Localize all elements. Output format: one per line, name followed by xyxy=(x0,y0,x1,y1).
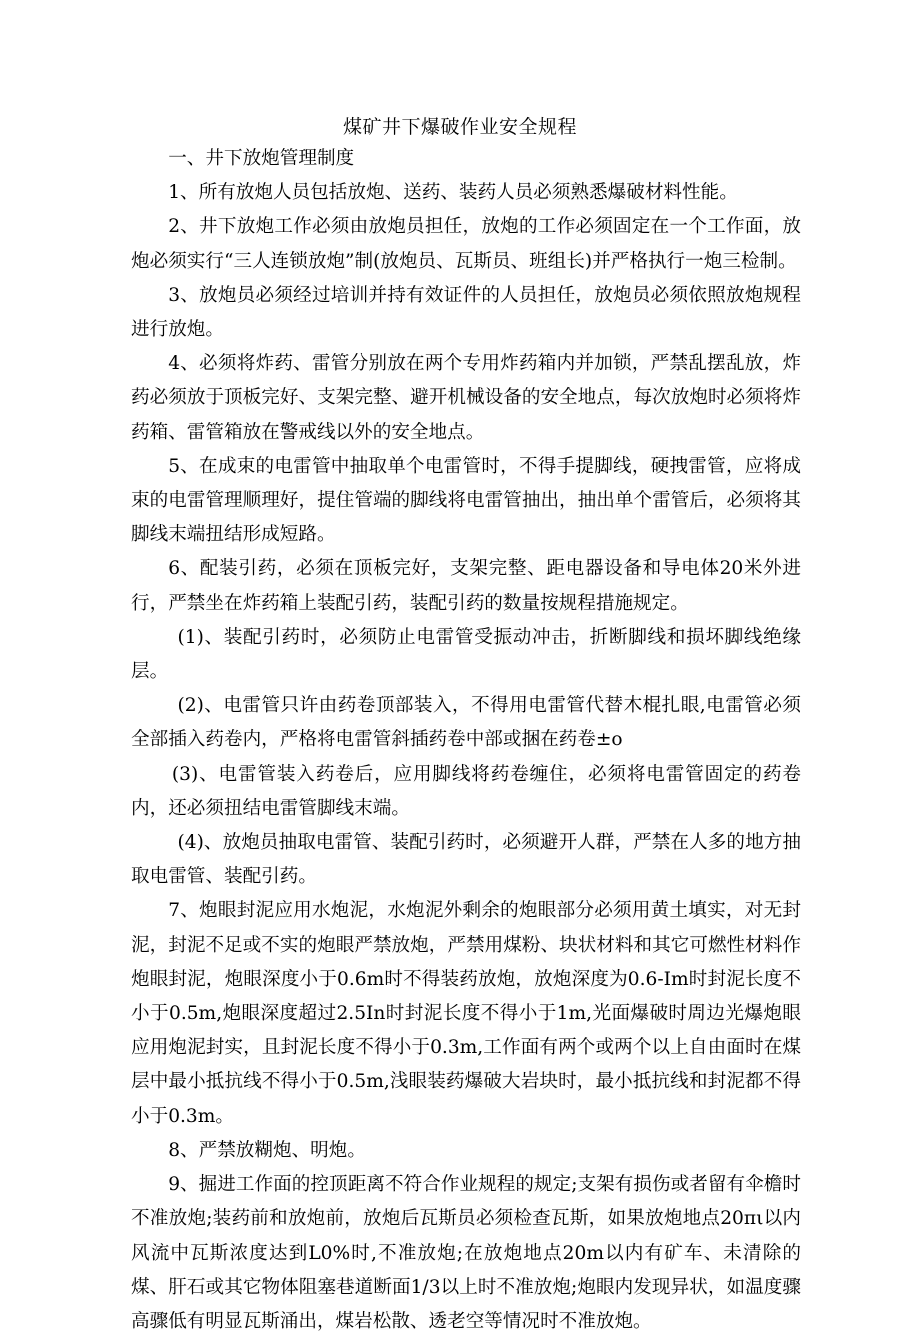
sub-paragraph-6-4: (4)、放炮员抽取电雷管、装配引药时，必须避开人群，严禁在人多的地方抽取电雷管、装配引药。 xyxy=(131,832,801,888)
paragraph-4: 4、必须将炸药、雷管分别放在两个专用炸药箱内并加锁，严禁乱摆乱放，炸药必须放于顶板完好、支架完整、避开机械设备的安全地点，每次放炮时必须将炸药箱、雷管箱放在警戒线以外的安全地点。 xyxy=(131,353,801,443)
paragraph-9: 9、掘进工作面的控顶距离不符合作业规程的规定;支架有损伤或者留有伞檐时不准放炮;装药前和放炮前，放炮后瓦斯员必须检查瓦斯，如果放炮地点20πι以内风流中瓦斯浓度达到L0%时,不准放炮;在放炮地点20m以内有矿车、未清除的煤、肝石或其它物体阻塞巷道断面1/3以上时不准放炮;炮眼内发现异状，如温度骤高骤低有明显瓦斯涌出，煤岩松散、透老空等情况时不准放炮。 xyxy=(131,1174,801,1332)
paragraph-3: 3、放炮员必须经过培训并持有效证件的人员担任，放炮员必须依照放炮规程进行放炮。 xyxy=(131,284,801,341)
paragraph-2: 2、井下放炮工作必须由放炮员担任，放炮的工作必须固定在一个工作面，放炮必须实行“三人连锁放炮”制(放炮员、瓦斯员、班组长)并严格执行一炮三检制。 xyxy=(131,216,801,272)
section-heading: 一、井下放炮管理制度 xyxy=(168,148,355,169)
paragraph-6: 6、配装引药，必须在顶板完好，支架完整、距电器设备和导电体20米外进行，严禁坐在炸药箱上装配引药，装配引药的数量按规程措施规定。 xyxy=(131,558,801,614)
sub-paragraph-6-3: (3)、电雷管装入药卷后，应用脚线将药卷缠住，必须将电雷管固定的药卷内，还必须扭结电雷管脚线末端。 xyxy=(131,763,801,819)
document-title: 煤矿井下爆破作业安全规程 xyxy=(342,116,577,138)
paragraph-5: 5、在成束的电雷管中抽取单个电雷管时，不得手提脚线，硬拽雷管，应将成束的电雷管理顺理好，提住管端的脚线将电雷管抽出，抽出单个雷管后，必须将其脚线末端扭结形成短路。 xyxy=(131,455,801,546)
paragraph-1: 1、所有放炮人员包括放炮、送药、装药人员必须熟悉爆破材料性能。 xyxy=(168,182,738,204)
sub-paragraph-6-2: (2)、电雷管只许由药卷顶部装入，不得用电雷管代替木棍扎眼,电雷管必须全部插入药卷内，严格将电雷管斜插药卷中部或捆在药卷±o xyxy=(131,695,801,751)
sub-paragraph-6-1: (1)、装配引药时，必须防止电雷管受振动冲击，折断脚线和损坏脚线绝缘层。 xyxy=(131,626,801,683)
paragraph-7: 7、炮眼封泥应用水炮泥，水炮泥外剩余的炮眼部分必须用黄土填实，对无封泥，封泥不足或不实的炮眼严禁放炮，严禁用煤粉、块状材料和其它可燃性材料作炮眼封泥，炮眼深度小于0.6m时不得装药放炮，放炮深度为0.6-Im时封泥长度不小于0.5m,炮眼深度超过2.5In时封泥长度不得小于1m,光面爆破时周边光爆炮眼应用炮泥封实，且封泥长度不得小于0.3m,工作面有两个或两个以上自由面时在煤层中最小抵抗线不得小于0.5m,浅眼装药爆破大岩块时，最小抵抗线和封泥都不得小于0.3m。 xyxy=(131,900,801,1127)
paragraph-8: 8、严禁放糊炮、明炮。 xyxy=(168,1139,366,1161)
document-body xyxy=(131,142,801,1339)
